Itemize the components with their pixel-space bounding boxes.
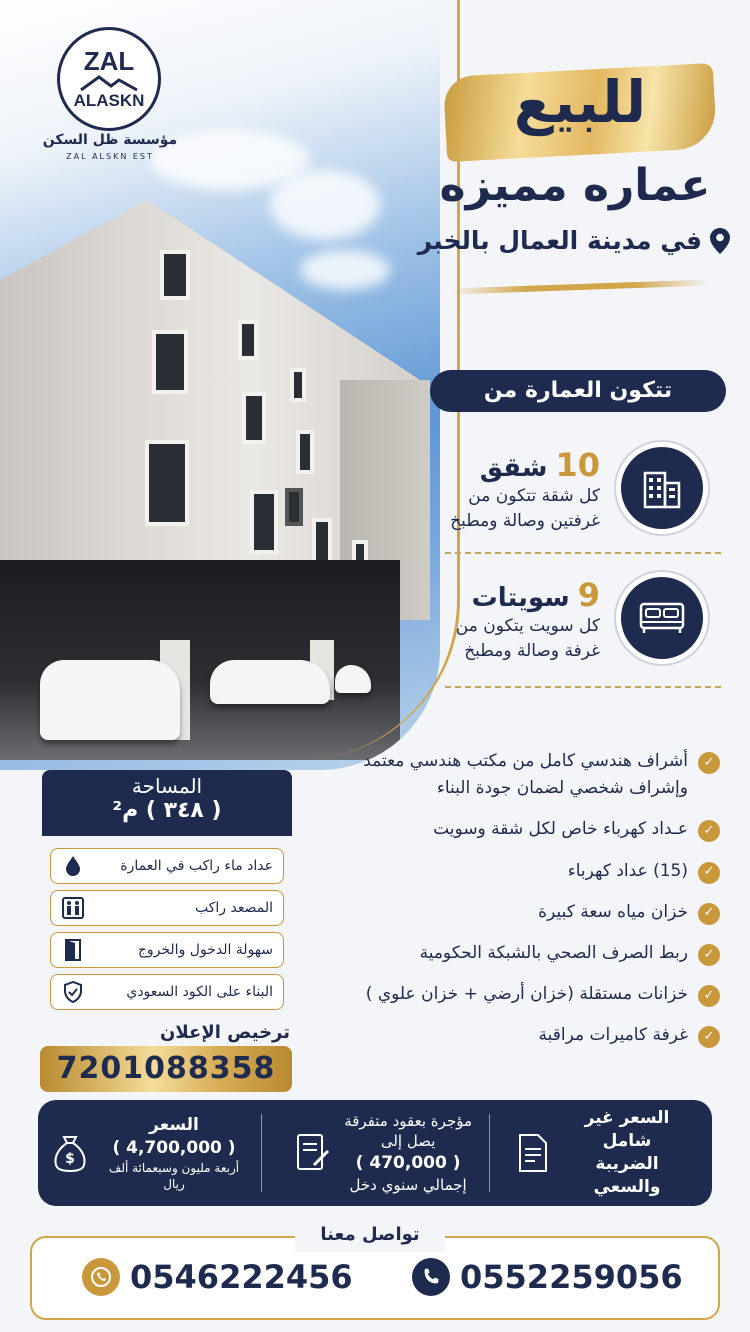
divider [445, 552, 721, 554]
logo-text-zal: ZAL [83, 45, 135, 76]
area-box [42, 770, 292, 836]
list-item-text: عـداد كهرباء خاص لكل شقة وسويت [433, 819, 688, 840]
amenity-water-meter [50, 848, 284, 884]
tax-note-line1: السعر غير شامل [584, 1108, 670, 1152]
list-item [310, 858, 720, 885]
license-label: ترخيص الإعلان [160, 1022, 290, 1043]
contact-title: تواصل معنا [295, 1224, 445, 1252]
feature-suites [420, 576, 600, 663]
rent-line2: يصل إلى [380, 1132, 436, 1151]
tax-note [510, 1100, 690, 1206]
location [400, 226, 730, 255]
bed-icon [614, 570, 710, 666]
elevator-icon [61, 896, 85, 920]
price-info [48, 1100, 248, 1206]
license-number: 7201088358 [40, 1046, 292, 1092]
list-item [310, 816, 720, 843]
list-item-text: أشراف هندسي كامل من مكتب هندسي معتمد وإشراف شخصي لضمان جودة البناء [363, 751, 688, 799]
amenity-access [50, 932, 284, 968]
amenity-label: عداد ماء راكب في العمارة [120, 858, 273, 874]
price-words: أربعة مليون وسبعمائة ألف ريال [108, 1160, 240, 1191]
list-item-text: ربط الصرف الصحي بالشبكة الحكومية [419, 942, 688, 963]
shield-check-icon [61, 980, 85, 1004]
feature-name: شقق [479, 453, 548, 483]
list-item-text: خزانات مستقلة (خزان أرضي + خزان علوي ) [365, 984, 688, 1005]
feature-desc-line1: كل شقة تتكون من [468, 486, 600, 506]
amenity-label: البناء على الكود السعودي [126, 984, 273, 1000]
checkmark-icon: ✓ [698, 985, 720, 1007]
for-sale-heading: للبيع [513, 68, 647, 136]
checkmark-icon: ✓ [698, 820, 720, 842]
amenity-elevator [50, 890, 284, 926]
contract-icon [290, 1131, 334, 1175]
mountain-icon [79, 74, 139, 92]
list-item-text: خزان مياه سعة كبيرة [538, 901, 688, 922]
brand-name-ar: مؤسسة ظل السكن [42, 132, 178, 148]
rent-info [272, 1100, 472, 1206]
tax-note-line2: الضريبة والسعي [593, 1154, 661, 1197]
price-value: ( 4,700,000 ) [112, 1137, 236, 1158]
page-title: عماره مميزه [439, 160, 711, 211]
consists-heading: تتكون العمارة من [430, 370, 726, 412]
divider [445, 686, 721, 688]
area-value: ( ٣٤٨ ) م² [112, 798, 222, 823]
phone-icon [412, 1258, 450, 1296]
features-checklist [310, 748, 720, 1064]
amenity-label: سهولة الدخول والخروج [137, 942, 273, 958]
list-item [310, 981, 720, 1008]
amenity-label: المصعد راكب [194, 900, 273, 916]
feature-name: سويتات [471, 583, 570, 613]
feature-count: 10 [555, 446, 600, 484]
feature-desc-line2: غرفة وصالة ومطبخ [464, 640, 600, 661]
area-label: المساحة [131, 774, 203, 798]
door-icon [61, 938, 85, 962]
list-item [310, 1022, 720, 1049]
document-icon [510, 1131, 554, 1175]
checkmark-icon: ✓ [698, 944, 720, 966]
water-drop-icon [61, 854, 85, 878]
money-bag-icon [48, 1131, 92, 1175]
price-label: السعر [149, 1114, 199, 1135]
list-item-text: (15) عداد كهرباء [567, 860, 688, 881]
checkmark-icon: ✓ [698, 752, 720, 774]
call-contact[interactable] [412, 1258, 683, 1296]
phone-number[interactable]: 0552259056 [460, 1258, 683, 1296]
rent-line3: إجمالي سنوي دخل [349, 1175, 467, 1194]
feature-apartments [420, 446, 600, 533]
feature-desc-line1: كل سويت يتكون من [455, 616, 600, 636]
whatsapp-icon [82, 1258, 120, 1296]
price-bar [38, 1100, 712, 1206]
whatsapp-contact[interactable] [82, 1258, 353, 1296]
location-text: في مدينة العمال بالخبر [417, 226, 702, 255]
list-item-text: غرفة كاميرات مراقبة [538, 1025, 688, 1046]
svg-text:$: $ [65, 1151, 75, 1167]
location-pin-icon [710, 228, 730, 254]
feature-count: 9 [577, 576, 600, 614]
whatsapp-number[interactable]: 0546222456 [130, 1258, 353, 1296]
logo-text-alaskn: ALASKN [73, 90, 145, 110]
rent-value: ( 470,000 ) [355, 1152, 461, 1173]
list-item [310, 899, 720, 926]
building-icon [614, 440, 710, 536]
brand-name-en: ZAL ALSKN EST [66, 152, 154, 161]
gold-underline [450, 279, 710, 294]
amenity-saudi-code [50, 974, 284, 1010]
logo [57, 27, 161, 131]
list-item [310, 940, 720, 967]
list-item [310, 748, 720, 802]
checkmark-icon: ✓ [698, 1026, 720, 1048]
feature-desc-line2: غرفتين وصالة ومطبخ [450, 510, 600, 531]
checkmark-icon: ✓ [698, 903, 720, 925]
checkmark-icon: ✓ [698, 862, 720, 884]
rent-line1: مؤجرة بعقود متفرقة [344, 1112, 472, 1131]
